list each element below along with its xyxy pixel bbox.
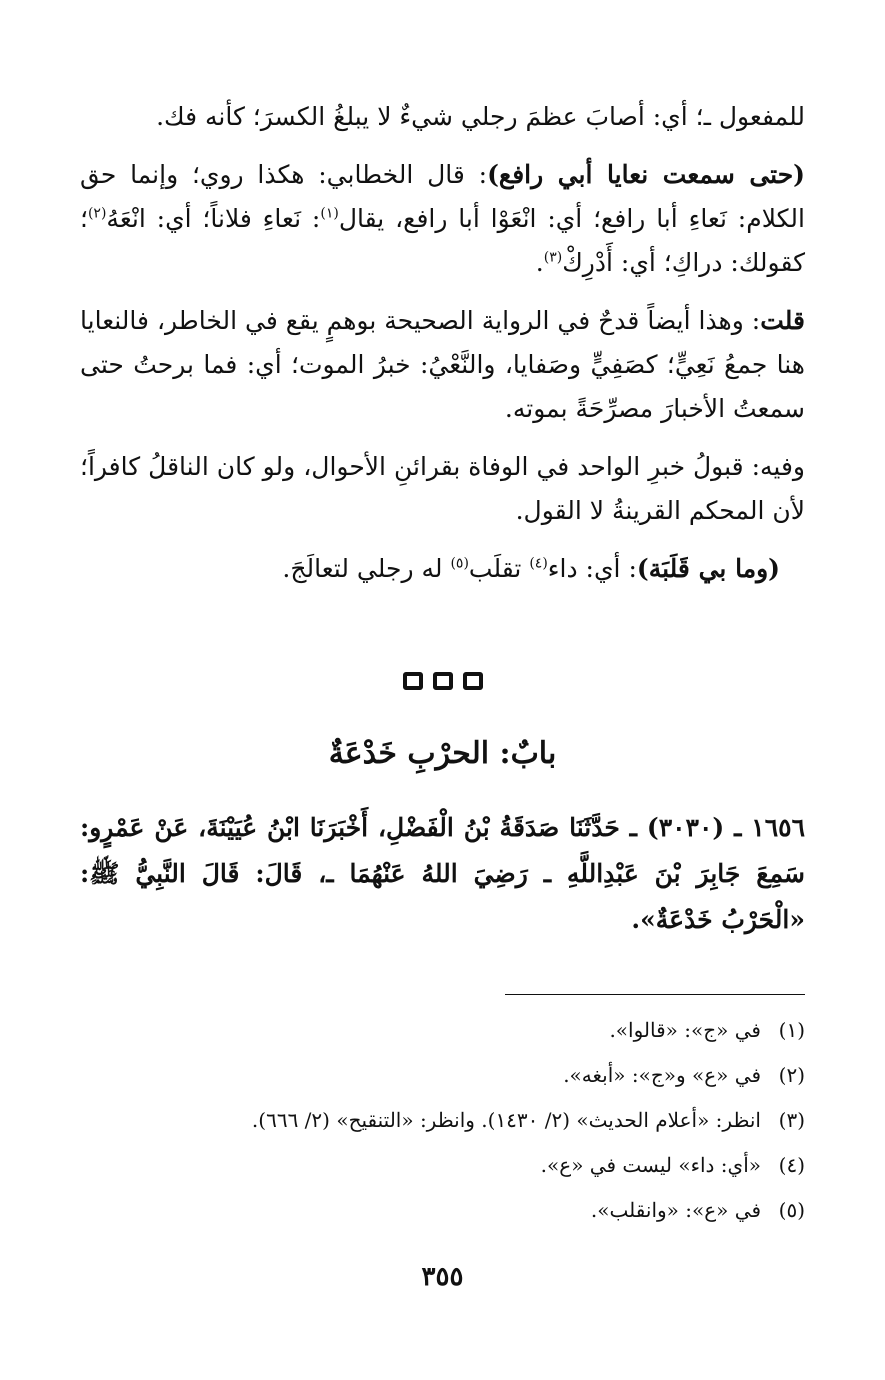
square-ornament-icon [403, 672, 423, 690]
footnote-text: في «ع» و«ج»: «أبغه». [563, 1063, 761, 1087]
footnote-text: «أي: داء» ليست في «ع». [540, 1153, 761, 1177]
qultu-label: قلت [760, 306, 805, 335]
footnote-ref-2: (٢) [87, 205, 107, 222]
footnote-number: (٣) [778, 1108, 805, 1132]
paragraph-5 [80, 547, 805, 591]
footnote-ref-3: (٣) [543, 249, 563, 266]
section-divider-ornament [0, 672, 885, 690]
lemma: (وما بي قَلَبَة) [636, 554, 780, 583]
footnote-text: في «ج»: «قالوا». [609, 1018, 761, 1042]
paragraph-4: وفيه: قبولُ خبرِ الواحد في الوفاة بقرائنِ الأحوال، ولو كان الناقلُ كافراً؛ لأن المحكم القرينةُ لا القول. [80, 452, 805, 525]
footnote-ref-5: (٥) [450, 555, 469, 572]
footnote-ref-1: (١) [320, 205, 339, 222]
commentary-body [80, 95, 805, 591]
footnote-number: (١) [778, 1018, 805, 1042]
lemma: (حتى سمعت نعايا أبي رافع) [487, 160, 806, 189]
hadith-block [80, 805, 805, 943]
footnote-number: (٤) [778, 1153, 805, 1177]
paragraph-text: ؛ كقولك: دراكِ؛ أي: أَدْرِكْ [80, 204, 805, 277]
paragraph-text: : وهذا أيضاً قدحٌ في الرواية الصحيحة بوهمٍ يقع في الخاطر، فالنعايا هنا جمعُ نَعِيٍّ؛ كصَفِيٍّ وصَفايا، والنَّعْيُ: خبرُ الموت؛ أي: فما برحتُ حتى سمعتُ الأخبارَ مصرِّحَةً بموته. [80, 306, 805, 423]
footnote-item [80, 1143, 805, 1188]
paragraph-text: : نَعاءِ فلاناً؛ أي: انْعَهُ [106, 204, 321, 233]
paragraph-text: . [535, 248, 544, 277]
paragraph-1: للمفعول ـ؛ أي: أصابَ عظمَ رجلي شيءٌ لا يبلغُ الكسرَ؛ كأنه فك. [156, 102, 805, 131]
footnote-item [80, 1098, 805, 1143]
paragraph-3 [80, 299, 805, 431]
page-number: ٣٥٥ [421, 1262, 464, 1292]
footnote-text: في «ع»: «وانقلب». [590, 1198, 761, 1222]
paragraph-text: تقلَب [468, 554, 530, 583]
footnote-number: (٥) [778, 1198, 805, 1222]
square-ornament-icon [433, 672, 453, 690]
paragraph-text: له رجلي لتعالَجَ. [282, 554, 451, 583]
paragraph-2 [80, 153, 805, 285]
footnote-item [80, 1188, 805, 1233]
footnote-number: (٢) [778, 1063, 805, 1087]
chapter-title: بابٌ: الحرْبِ خَدْعَةٌ [328, 736, 557, 771]
paragraph-text: : قال الخطابي: هكذا روي؛ وإنما حق الكلام: نَعاءِ أبا رافع؛ أي: انْعَوْا أبا رافع، يقال [80, 160, 805, 233]
footnote-ref-4: (٤) [529, 555, 548, 572]
footnote-text: انظر: «أعلام الحديث» (٢/ ١٤٣٠). وانظر: «التنقيح» (٢/ ٦٦٦). [251, 1108, 761, 1132]
footnote-item [80, 1008, 805, 1053]
footnote-item [80, 1053, 805, 1098]
footnotes [80, 1008, 805, 1233]
hadith-text: ١٦٥٦ ـ (٣٠٣٠) ـ حَدَّثَنَا صَدَقَةُ بْنُ الْفَضْلِ، أَخْبَرَنَا ابْنُ عُيَيْنَةَ، عَنْ عَمْرٍو: سَمِعَ جَابِرَ بْنَ عَبْدِاللَّهِ ـ رَضِيَ اللهُ عَنْهُمَا ـ، قَالَ: قَالَ النَّبِيُّ ﷺ: «الْحَرْبُ خَدْعَةٌ». [80, 813, 805, 934]
square-ornament-icon [463, 672, 483, 690]
footnote-divider [505, 994, 805, 995]
paragraph-text: : أي: داء [547, 554, 637, 583]
